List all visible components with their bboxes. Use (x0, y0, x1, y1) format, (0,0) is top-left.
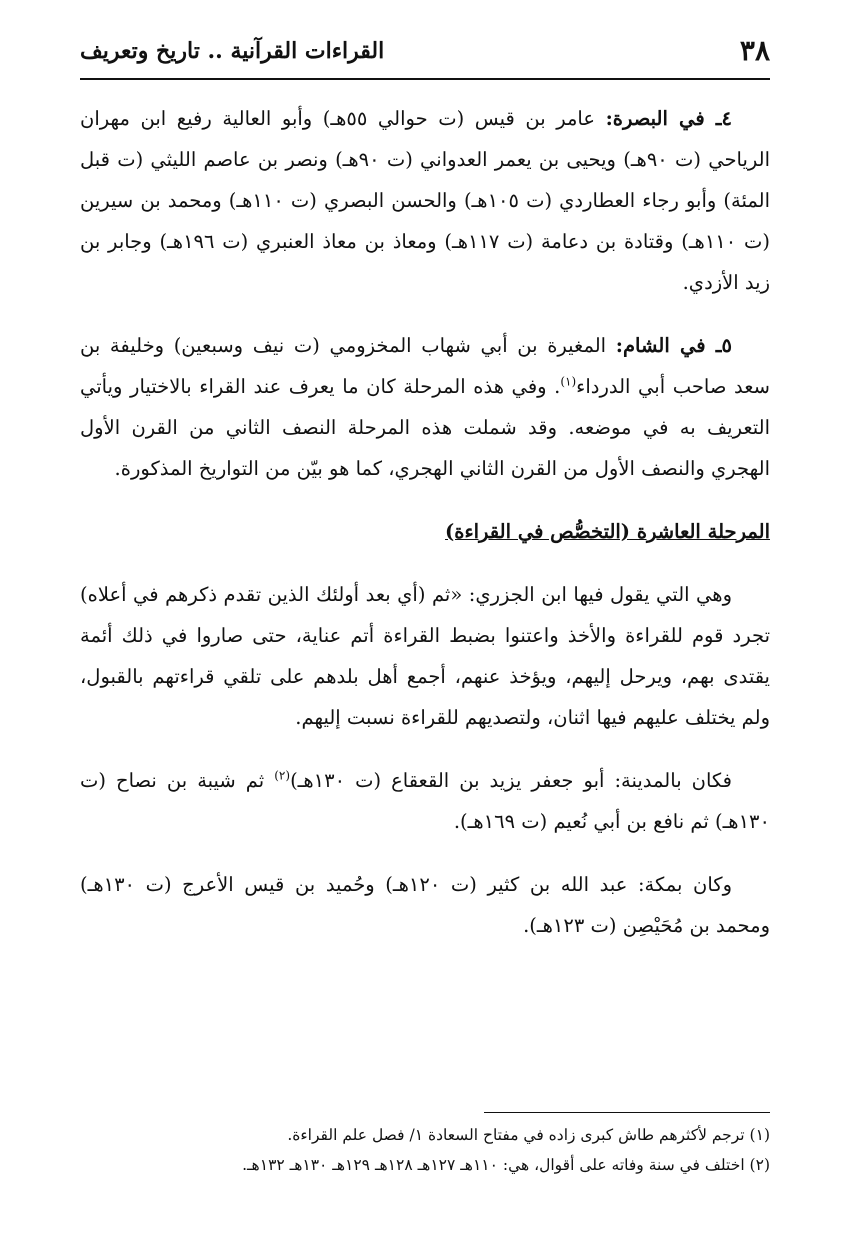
paragraph-text-sham-a: المغيرة بن أبي شهاب المخزومي (ت نيف وسبعين) وخليفة بن سعد صاحب أبي الدرداء (80, 334, 770, 398)
paragraph-text-madina-b: ثم شيبة بن نصاح (ت ١٣٠هـ) ثم نافع بن أبي نُعيم (ت ١٦٩هـ). (80, 769, 770, 833)
section-heading: المرحلة العاشرة (التخصُّص في القراءة) (445, 520, 770, 543)
paragraph-basra (80, 98, 770, 303)
footnote-ref-2: (٢) (274, 768, 291, 783)
paragraph-text-basra: عامر بن قيس (ت حوالي ٥٥هـ) وأبو العالية رفيع ابن مهران الرياحي (ت ٩٠هـ) ويحيى بن يعمر العدواني (ت ٩٠هـ) ونصر بن عاصم الليثي (ت قبل المئة) وأبو رجاء العطاردي (ت ١٠٥هـ) والحسن البصري (ت ١١٠هـ) ومحمد بن سيرين (ت ١١٠هـ) وقتادة بن دعامة (ت ١١٧هـ) ومعاذ بن معاذ العنبري (ت ١٩٦هـ) وجابر بن زيد الأزدي. (80, 107, 770, 294)
footnote-2: (٢) اختلف في سنة وفاته على أقوال، هي: ١١٠هـ ١٢٧هـ ١٢٨هـ ١٢٩هـ ١٣٠هـ ١٣٢هـ. (242, 1156, 770, 1174)
paragraph-madina (80, 760, 770, 842)
paragraph-makka: وكان بمكة: عبد الله بن كثير (ت ١٢٠هـ) وحُميد بن قيس الأعرج (ت ١٣٠هـ) ومحمد بن مُحَيْصِن (ت ١٢٣هـ). (80, 873, 770, 937)
paragraph-lead-sham: ٥ـ في الشام: (615, 334, 732, 357)
running-title: القراءات القرآنية .. تاريخ وتعريف (80, 38, 385, 64)
footnote-divider (484, 1112, 770, 1113)
paragraph-jazari: وهي التي يقول فيها ابن الجزري: «ثم (أي بعد أولئك الذين تقدم ذكرهم في أعلاه) تجرد قوم للقراءة والأخذ واعتنوا بضبط القراءة أتم عناية، حتى صاروا في ذلك أئمة يقتدى بهم، ويرحل إليهم، ويؤخذ عنهم، أجمع أهل بلدهم على تلقي قراءتهم بالقبول، ولم يختلف عليهم فيها اثنان، ولتصديهم للقراءة نسبت إليهم. (80, 583, 770, 729)
page-number: ٣٨ (739, 34, 770, 67)
paragraph-sham (80, 325, 770, 489)
footnotes (80, 1120, 770, 1180)
paragraph-text-madina-a: فكان بالمدينة: أبو جعفر يزيد بن القعقاع (ت ١٣٠هـ) (290, 769, 733, 792)
footnote-1: (١) ترجم لأكثرهم طاش كبرى زاده في مفتاح السعادة ١/ فصل علم القراءة. (287, 1126, 770, 1144)
footnote-ref-1: (١) (560, 374, 577, 389)
paragraph-lead-basra: ٤ـ في البصرة: (605, 107, 732, 130)
paragraph-text-sham-b: . وفي هذه المرحلة كان ما يعرف عند القراء بالاختيار ويأتي التعريف به في موضعه. وقد شملت هذه المرحلة النصف الثاني من القرن الأول الهجري والنصف الأول من القرن الثاني الهجري، كما هو بيّن من التواريخ المذكورة. (80, 375, 770, 480)
page-header (80, 30, 770, 80)
page-body (80, 98, 770, 968)
